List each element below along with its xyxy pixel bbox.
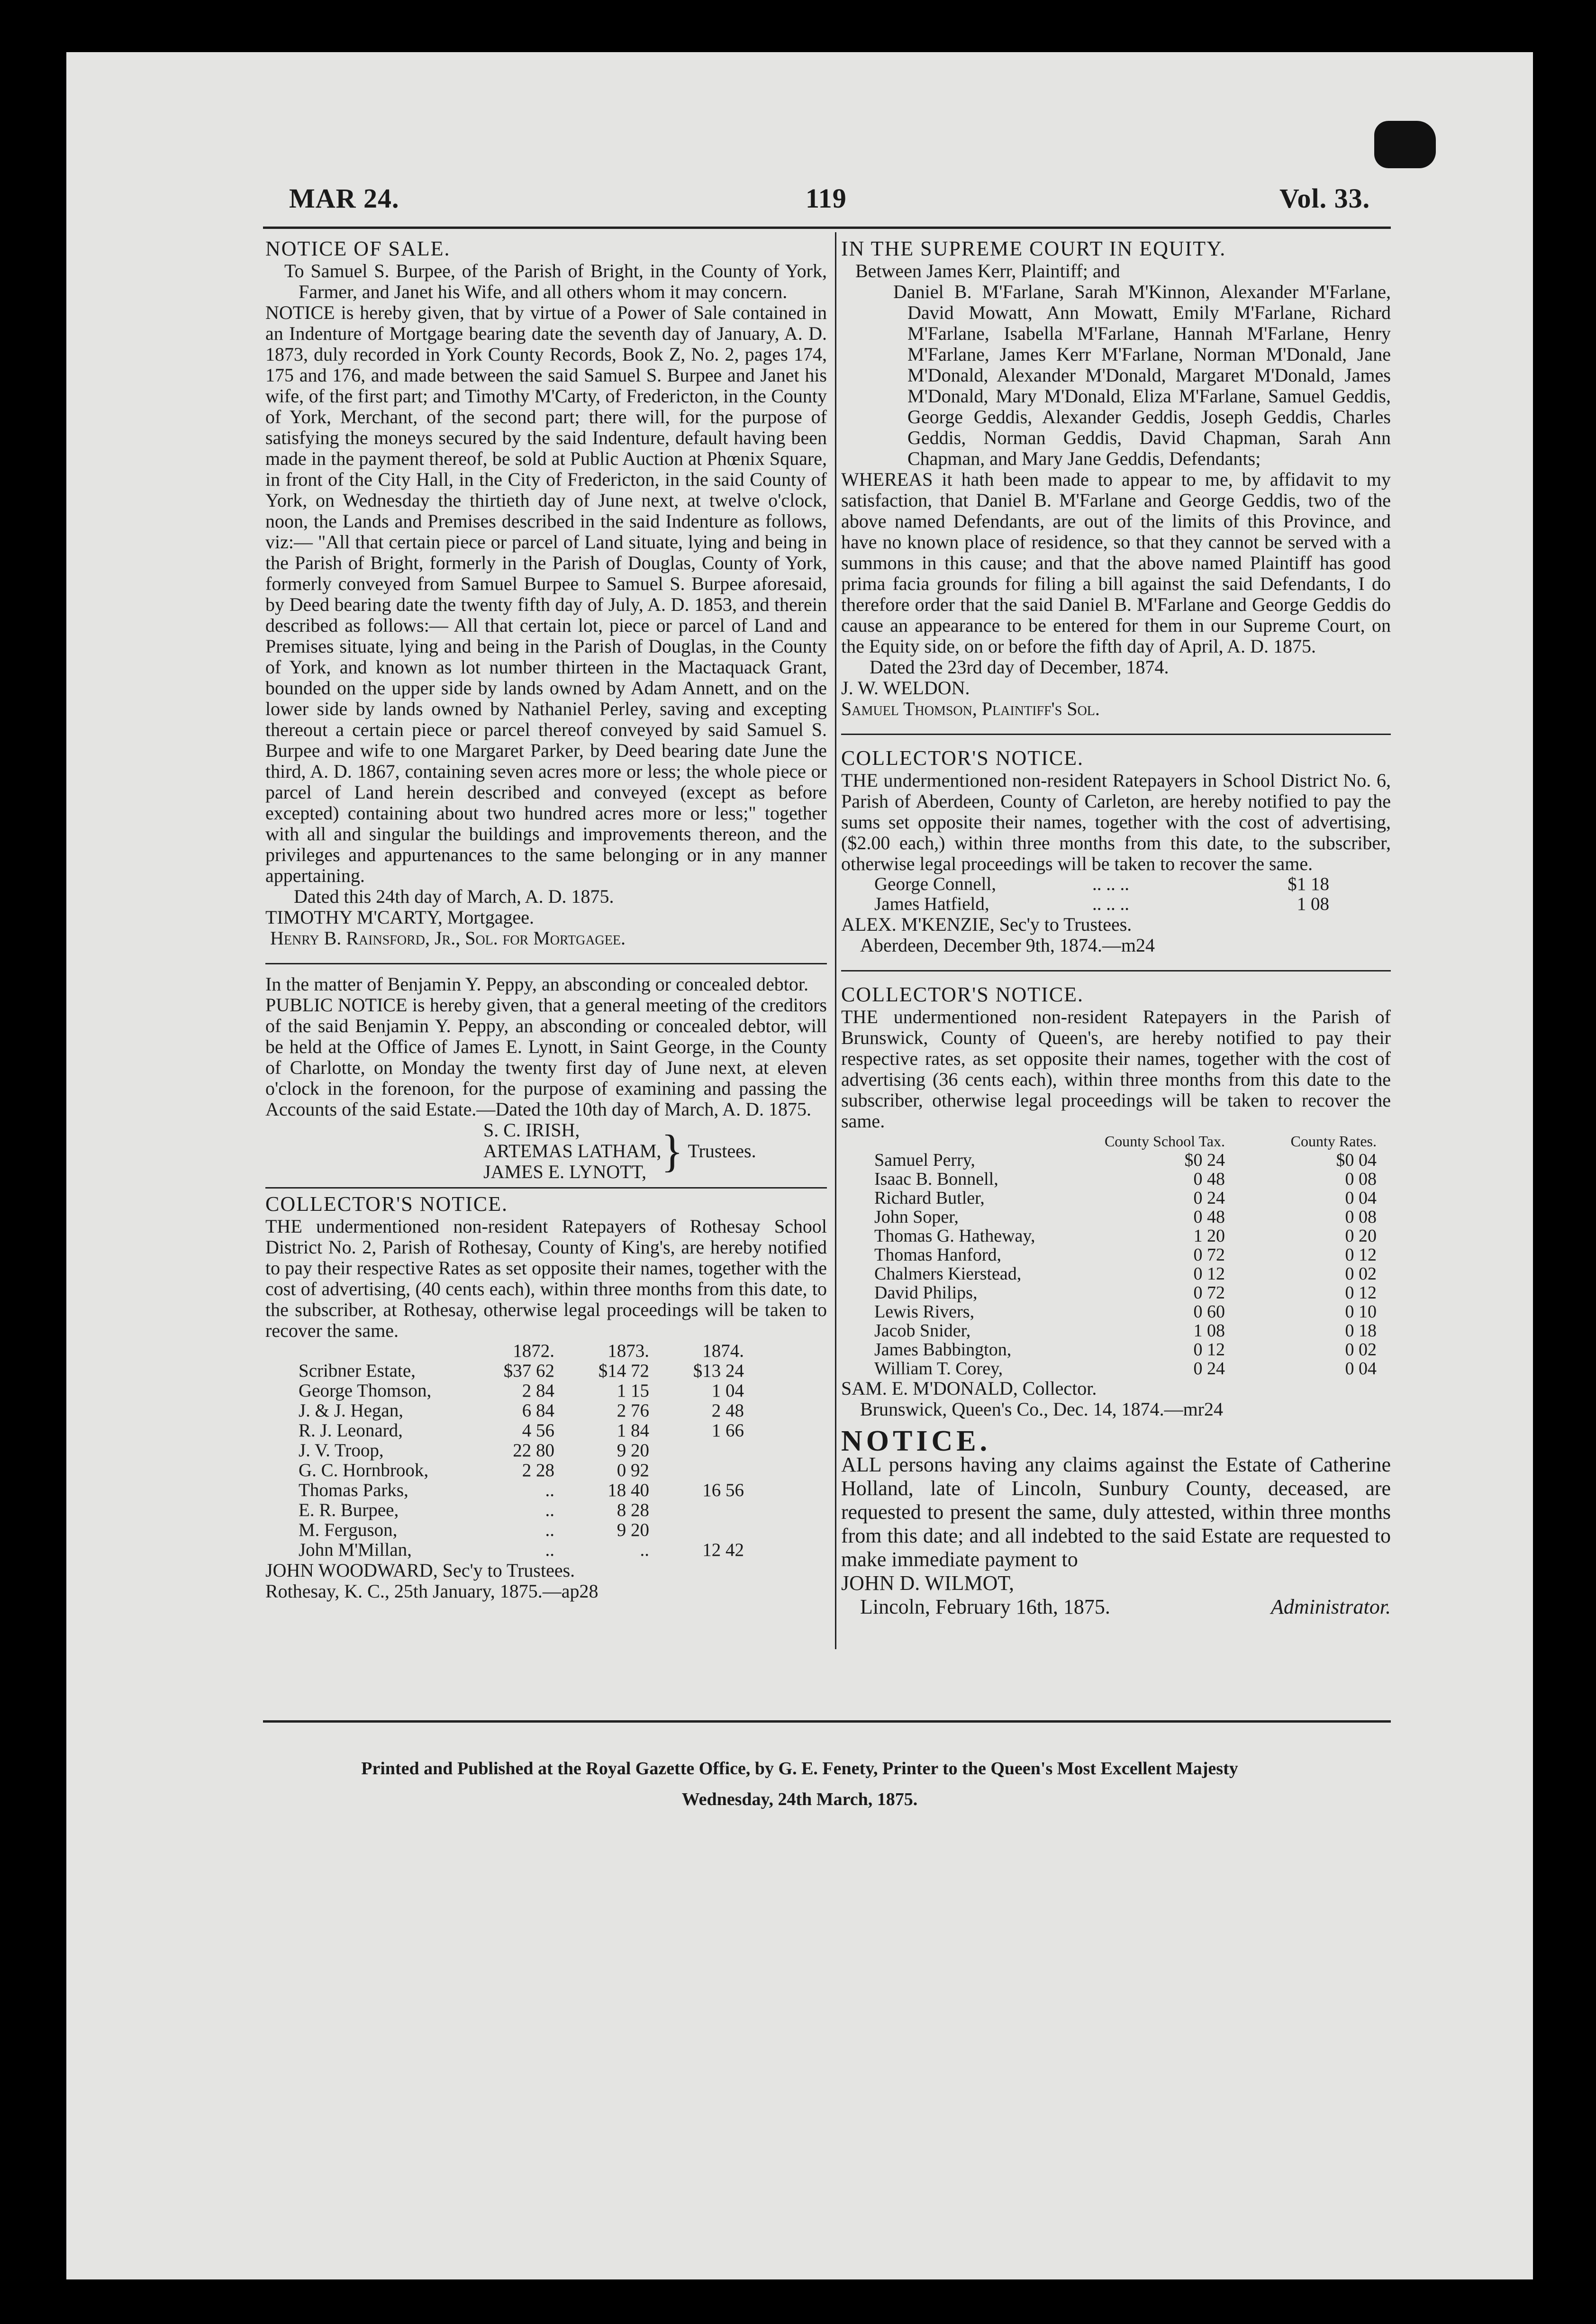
holland-body: ALL persons having any claims against the Estate of Catherine Holland, late of Lincoln, Sunbury County, deceased, are requested to present the same, duly attested, within three months from this date; and all indebted to the said Estate are requested to make immediate payment to — [841, 1453, 1391, 1571]
ratepayer-name: James Babbington, — [874, 1340, 1012, 1360]
rate-value: 0 48 — [1193, 1207, 1225, 1227]
rate-value: 0 12 — [1193, 1340, 1225, 1360]
rate-value: 8 28 — [617, 1500, 649, 1520]
rate-value: 0 08 — [1345, 1207, 1377, 1227]
rate-value: 2 84 — [522, 1380, 554, 1401]
rothesay-table — [294, 1341, 749, 1560]
ratepayer-name: Thomas Parks, — [299, 1480, 408, 1500]
left-column — [265, 237, 827, 1602]
holland-place: Lincoln, February 16th, 1875. — [860, 1595, 1110, 1618]
ratepayer-name: Scribner Estate, — [299, 1361, 416, 1381]
holland-role: Administrator. — [1270, 1595, 1391, 1618]
ratepayer-name: Thomas G. Hatheway, — [874, 1226, 1035, 1246]
rate-value: 4 56 — [522, 1420, 554, 1441]
rate-value: 1 04 — [711, 1380, 744, 1401]
rothesay-body: THE undermentioned non-resident Ratepayers of Rothesay School District No. 2, Parish of Rothesay, County of King's, are hereby notified to pay their respective Rates as set opposite their names, together with the cost of advertising, (40 cents each), within three months from this date, to the subscriber, at Rothesay, otherwise legal proceedings will be taken to recover the same. — [265, 1216, 827, 1341]
rate-value: 1 20 — [1193, 1226, 1225, 1246]
table-row — [294, 1461, 749, 1480]
aberdeen-signer: ALEX. M'KENZIE, Sec'y to Trustees. — [841, 914, 1132, 935]
rate-value: $0 24 — [1184, 1150, 1225, 1170]
rate-value: 0 24 — [1193, 1188, 1225, 1208]
rate-value: $13 24 — [693, 1361, 744, 1381]
rate-value: 2 28 — [522, 1460, 554, 1480]
ratepayer-name: R. J. Leonard, — [299, 1420, 403, 1441]
equity-between: Between James Kerr, Plaintiff; and — [855, 260, 1120, 281]
rate-value — [654, 1500, 749, 1520]
divider — [841, 734, 1391, 735]
holland-signer: JOHN D. WILMOT, — [841, 1571, 1014, 1595]
table-row — [294, 1500, 749, 1520]
table-row — [870, 1321, 1381, 1340]
rate-value: 22 80 — [513, 1440, 554, 1461]
rate-value: 0 72 — [1193, 1283, 1225, 1303]
table-row — [870, 1189, 1381, 1207]
rate-value: .. — [545, 1520, 554, 1540]
ratepayer-name: George Thomson, — [299, 1380, 432, 1401]
table-row: James Hatfield, .. .. .. 1 08 — [874, 894, 1329, 914]
header-date: MAR 24. — [289, 183, 399, 214]
brunswick-signer: SAM. E. M'DONALD, Collector. — [841, 1378, 1097, 1399]
ratepayer-name: Jacob Snider, — [874, 1321, 971, 1341]
table-row: George Connell, .. .. .. $1 18 — [874, 874, 1329, 894]
rate-value — [654, 1461, 749, 1480]
ratepayer-name: M. Ferguson, — [299, 1520, 398, 1540]
ratepayer-name: E. R. Burpee, — [299, 1500, 399, 1520]
aberdeen-body: THE undermentioned non-resident Ratepayers in School District No. 6, Parish of Aberdeen, County of Carleton, are hereby notified to pay the sums set opposite their names, together with the cost of advertising, ($2.00 each,) within three months from this date, to the subscriber, otherwise legal proceedings will be taken to recover the same. — [841, 770, 1391, 874]
footer-rule — [263, 1720, 1391, 1723]
rate-value: 1 15 — [617, 1380, 649, 1401]
table-header: 1872. 1873. 1874. — [513, 1341, 744, 1361]
equity-body: WHEREAS it hath been made to appear to me, by affidavit to my satisfaction, that Daniel B. M'Farlane and George Geddis, two of the above named Defendants, are out of the limits of this Province, and have no known place of residence, so that they cannot be served with a summons in this cause; and that the above named Plaintiff has good prima facia grounds for filing a bill against the said Defendants, I do therefore order that the said Daniel B. M'Farlane and George Geddis do cause an appearance to be entered for them in our Supreme Court, on the Equity side, on or before the fifth day of April, A. D. 1875. — [841, 469, 1391, 657]
notice-of-sale — [265, 237, 827, 949]
right-column — [841, 237, 1391, 1619]
rate-value: 0 10 — [1345, 1302, 1377, 1322]
rate-value: 0 18 — [1345, 1321, 1377, 1341]
trustee-name: JAMES E. LYNOTT, — [483, 1161, 647, 1182]
rate-value: 0 12 — [1345, 1245, 1377, 1265]
rate-value: $37 62 — [503, 1361, 554, 1381]
ratepayer-name: G. C. Hornbrook, — [299, 1460, 429, 1480]
holland-notice — [841, 1425, 1391, 1619]
table-row — [294, 1480, 749, 1500]
ratepayer-name: Thomas Hanford, — [874, 1245, 1002, 1265]
table-row — [294, 1540, 749, 1560]
brace-glyph: } — [661, 1126, 683, 1176]
table-row — [294, 1520, 749, 1540]
brunswick-table — [870, 1132, 1381, 1378]
ratepayer-name: J. & J. Hegan, — [299, 1400, 403, 1421]
trustee-name: ARTEMAS LATHAM, — [483, 1140, 662, 1162]
aberdeen-place: Aberdeen, December 9th, 1874.—m24 — [860, 935, 1155, 956]
aberdeen-table — [870, 874, 1334, 914]
equity-dated: Dated the 23rd day of December, 1874. — [870, 656, 1169, 678]
rate-value: 12 42 — [702, 1540, 744, 1560]
trustee-name: S. C. IRISH, — [483, 1119, 580, 1141]
aberdeen-title: COLLECTOR'S NOTICE. — [841, 746, 1084, 770]
peppy-notice — [265, 974, 827, 1182]
aberdeen-notice — [841, 746, 1391, 956]
equity-defendants: Daniel B. M'Farlane, Sarah M'Kinnon, Alexander M'Farlane, David Mowatt, Ann Mowatt, Emily M'Farlane, Richard M'Farlane, Isabella M'Farlane, Hannah M'Farlane, Henry M'Farlane, James Kerr M'Farlane, Norman M'Donald, Jane M'Donald, Alexander M'Donald, Margaret M'Donald, James M'Donald, Mary M'Donald, Eliza M'Farlane, Samuel Geddis, George Geddis, Alexander Geddis, Joseph Geddis, Charles Geddis, Norman Geddis, David Chapman, Sarah Ann Chapman, and Mary Jane Geddis, Defendants; — [893, 281, 1391, 469]
table-row — [870, 1340, 1381, 1359]
rate-value: 9 20 — [617, 1520, 649, 1540]
table-row — [870, 1207, 1381, 1226]
table-row — [870, 1283, 1381, 1302]
footer-date: Wednesday, 24th March, 1875. — [681, 1789, 918, 1809]
rate-value — [654, 1520, 749, 1540]
ratepayer-name: Lewis Rivers, — [874, 1302, 975, 1322]
divider — [841, 970, 1391, 971]
header-volume: Vol. 33. — [1279, 183, 1370, 214]
table-row — [294, 1381, 749, 1401]
sale-body: NOTICE is hereby given, that by virtue of a Power of Sale contained in an Indenture of Mortgage bearing date the seventh day of January, A. D. 1873, duly recorded in York County Records, Book Z, No. 2, pages 174, 175 and 176, and made between the said Samuel S. Burpee and Janet his wife, of the first part; and Timothy M'Carty, of Fredericton, in the County of York, Merchant, of the second part; there will, for the purpose of satisfying the moneys secured by the said Indenture, default having been made in the payment thereof, be sold at Public Auction at Phœnix Square, in front of the City Hall, in the City of Fredericton, in the said County of York, on Wednesday the thirtieth day of June next, at twelve o'clock, noon, the Lands and Premises described in the said Indenture as follows, viz:— "All that certain piece or parcel of Land situate, lying and being in the Parish of Bright, formerly in the Parish of Douglas, County of York, formerly conveyed from Samuel Burpee to Samuel S. Burpee aforesaid, by Deed bearing date the twenty fifth day of July, A. D. 1853, and therein described as follows:— All that certain lot, piece or parcel of Land and Premises situate, lying and being in the Parish of Douglas, in the County of York, and known as lot number thirteen in the Mactaquack Grant, bounded on the upper side by lands owned by Adam Annett, and on the lower side by lands owned by Nathaniel Perley, saving and excepting thereout a certain piece or parcel thereof conveyed by said Samuel S. Burpee and wife to one Margaret Parker, by Deed bearing date June the third, A. D. 1867, containing seven acres more or less; the whole piece or parcel of Land herein described and conveyed (except as before excepted) containing about two hundred acres more or less;" together with all and singular the buildings and improvements thereon, and the privileges and appurtenances to the same belonging or in any manner appertaining. — [265, 302, 827, 886]
ratepayer-name: Samuel Perry, — [874, 1150, 975, 1170]
rate-value: 0 04 — [1345, 1188, 1377, 1208]
rate-value: 1 08 — [1193, 1321, 1225, 1341]
footer-printer: Printed and Published at the Royal Gazette Office, by G. E. Fenety, Printer to the Queen's Most Excellent Majesty — [361, 1759, 1238, 1779]
rate-value: 0 20 — [1345, 1226, 1377, 1246]
rate-value: 0 02 — [1345, 1340, 1377, 1360]
table-row — [870, 1245, 1381, 1264]
equity-title: IN THE SUPREME COURT IN EQUITY. — [841, 237, 1226, 260]
table-row — [294, 1421, 749, 1441]
sale-title: NOTICE OF SALE. — [265, 237, 451, 260]
rate-value: 0 08 — [1345, 1169, 1377, 1189]
rothesay-title: COLLECTOR'S NOTICE. — [265, 1192, 508, 1216]
header-page-number: 119 — [806, 183, 847, 214]
rate-value: 0 24 — [1193, 1359, 1225, 1379]
table-row — [294, 1441, 749, 1461]
peppy-trustees — [265, 1120, 827, 1182]
rate-value: 0 72 — [1193, 1245, 1225, 1265]
ratepayer-name: J. V. Troop, — [299, 1440, 384, 1461]
ratepayer-name: Richard Butler, — [874, 1188, 985, 1208]
column-divider — [835, 232, 836, 1649]
rate-value: 16 56 — [702, 1480, 744, 1500]
rate-value: 1 66 — [711, 1420, 744, 1441]
brunswick-title: COLLECTOR'S NOTICE. — [841, 983, 1084, 1006]
brunswick-body: THE undermentioned non-resident Ratepayers in the Parish of Brunswick, County of Queen's, are hereby notified to pay their respective rates, as set opposite their names, together with the cost of advertising (36 cents each), within three months from this date to the subscriber, otherwise legal proceedings will be taken to recover the same. — [841, 1006, 1391, 1132]
rate-value: 2 76 — [617, 1400, 649, 1421]
rate-value: 1 84 — [617, 1420, 649, 1441]
equity-notice — [841, 237, 1391, 719]
table-row — [870, 1151, 1381, 1170]
rate-value: 0 02 — [1345, 1264, 1377, 1284]
table-row — [870, 1359, 1381, 1378]
peppy-body: PUBLIC NOTICE is hereby given, that a general meeting of the creditors of the said Benjamin Y. Peppy, an absconding or concealed debtor, will be held at the Office of James E. Lynott, in Saint George, in the County of Charlotte, on Monday the twenty first day of June next, at eleven o'clock in the forenoon, for the purpose of examining and passing the Accounts of the said Estate.—Dated the 10th day of March, A. D. 1875. — [265, 994, 827, 1120]
trustees-label: Trustees. — [688, 1140, 756, 1162]
rate-value: 6 84 — [522, 1400, 554, 1421]
rate-value: 2 48 — [711, 1400, 744, 1421]
sale-addressee: To Samuel S. Burpee, of the Parish of Bright, in the County of York, Farmer, and Janet his Wife, and all others whom it may concern. — [284, 260, 827, 302]
rate-value: $14 72 — [598, 1361, 649, 1381]
table-row — [294, 1401, 749, 1421]
rothesay-signer: JOHN WOODWARD, Sec'y to Trustees. — [265, 1560, 575, 1581]
rate-value: 0 60 — [1193, 1302, 1225, 1322]
holland-title: NOTICE. — [841, 1425, 991, 1457]
ink-blot — [1374, 121, 1436, 168]
rothesay-notice — [265, 1192, 827, 1602]
ratepayer-name: John Soper, — [874, 1207, 959, 1227]
table-row — [870, 1302, 1381, 1321]
rate-value: .. — [545, 1540, 554, 1560]
rothesay-place: Rothesay, K. C., 25th January, 1875.—ap28 — [265, 1580, 598, 1602]
table-header: County School Tax. County Rates. — [1104, 1133, 1377, 1150]
table-row — [870, 1264, 1381, 1283]
table-row — [870, 1170, 1381, 1189]
brunswick-notice — [841, 983, 1391, 1420]
rate-value: 0 92 — [617, 1460, 649, 1480]
header-rule — [263, 227, 1391, 229]
sale-dated: Dated this 24th day of March, A. D. 1875. — [294, 886, 614, 907]
rate-value: 9 20 — [617, 1440, 649, 1461]
rate-value: 0 12 — [1345, 1283, 1377, 1303]
peppy-matter: In the matter of Benjamin Y. Peppy, an absconding or concealed debtor. — [265, 973, 808, 995]
rate-value: 0 48 — [1193, 1169, 1225, 1189]
table-row — [870, 1226, 1381, 1245]
rate-value: .. — [545, 1500, 554, 1520]
equity-signer: J. W. WELDON. — [841, 677, 970, 699]
rate-value: .. — [545, 1480, 554, 1500]
table-row — [294, 1361, 749, 1381]
brunswick-place: Brunswick, Queen's Co., Dec. 14, 1874.—mr24 — [860, 1398, 1223, 1420]
ratepayer-name: Isaac B. Bonnell, — [874, 1169, 998, 1189]
ratepayer-name: William T. Corey, — [874, 1359, 1003, 1379]
equity-solicitor: Samuel Thomson, Plaintiff's Sol. — [841, 698, 1100, 719]
sale-signer: TIMOTHY M'CARTY, Mortgagee. — [265, 907, 534, 928]
sale-solicitor: Henry B. Rainsford, Jr., Sol. for Mortgagee. — [270, 927, 626, 949]
rate-value — [654, 1441, 749, 1461]
rate-value: 0 12 — [1193, 1264, 1225, 1284]
rate-value: 0 04 — [1345, 1359, 1377, 1379]
rate-value: $0 04 — [1336, 1150, 1377, 1170]
divider — [265, 1187, 827, 1189]
ratepayer-name: David Philips, — [874, 1283, 978, 1303]
ratepayer-name: John M'Millan, — [299, 1540, 412, 1560]
rate-value: 18 40 — [608, 1480, 649, 1500]
rate-value: .. — [640, 1540, 649, 1560]
holland-footer — [841, 1595, 1391, 1619]
divider — [265, 963, 827, 964]
ratepayer-name: Chalmers Kierstead, — [874, 1264, 1022, 1284]
